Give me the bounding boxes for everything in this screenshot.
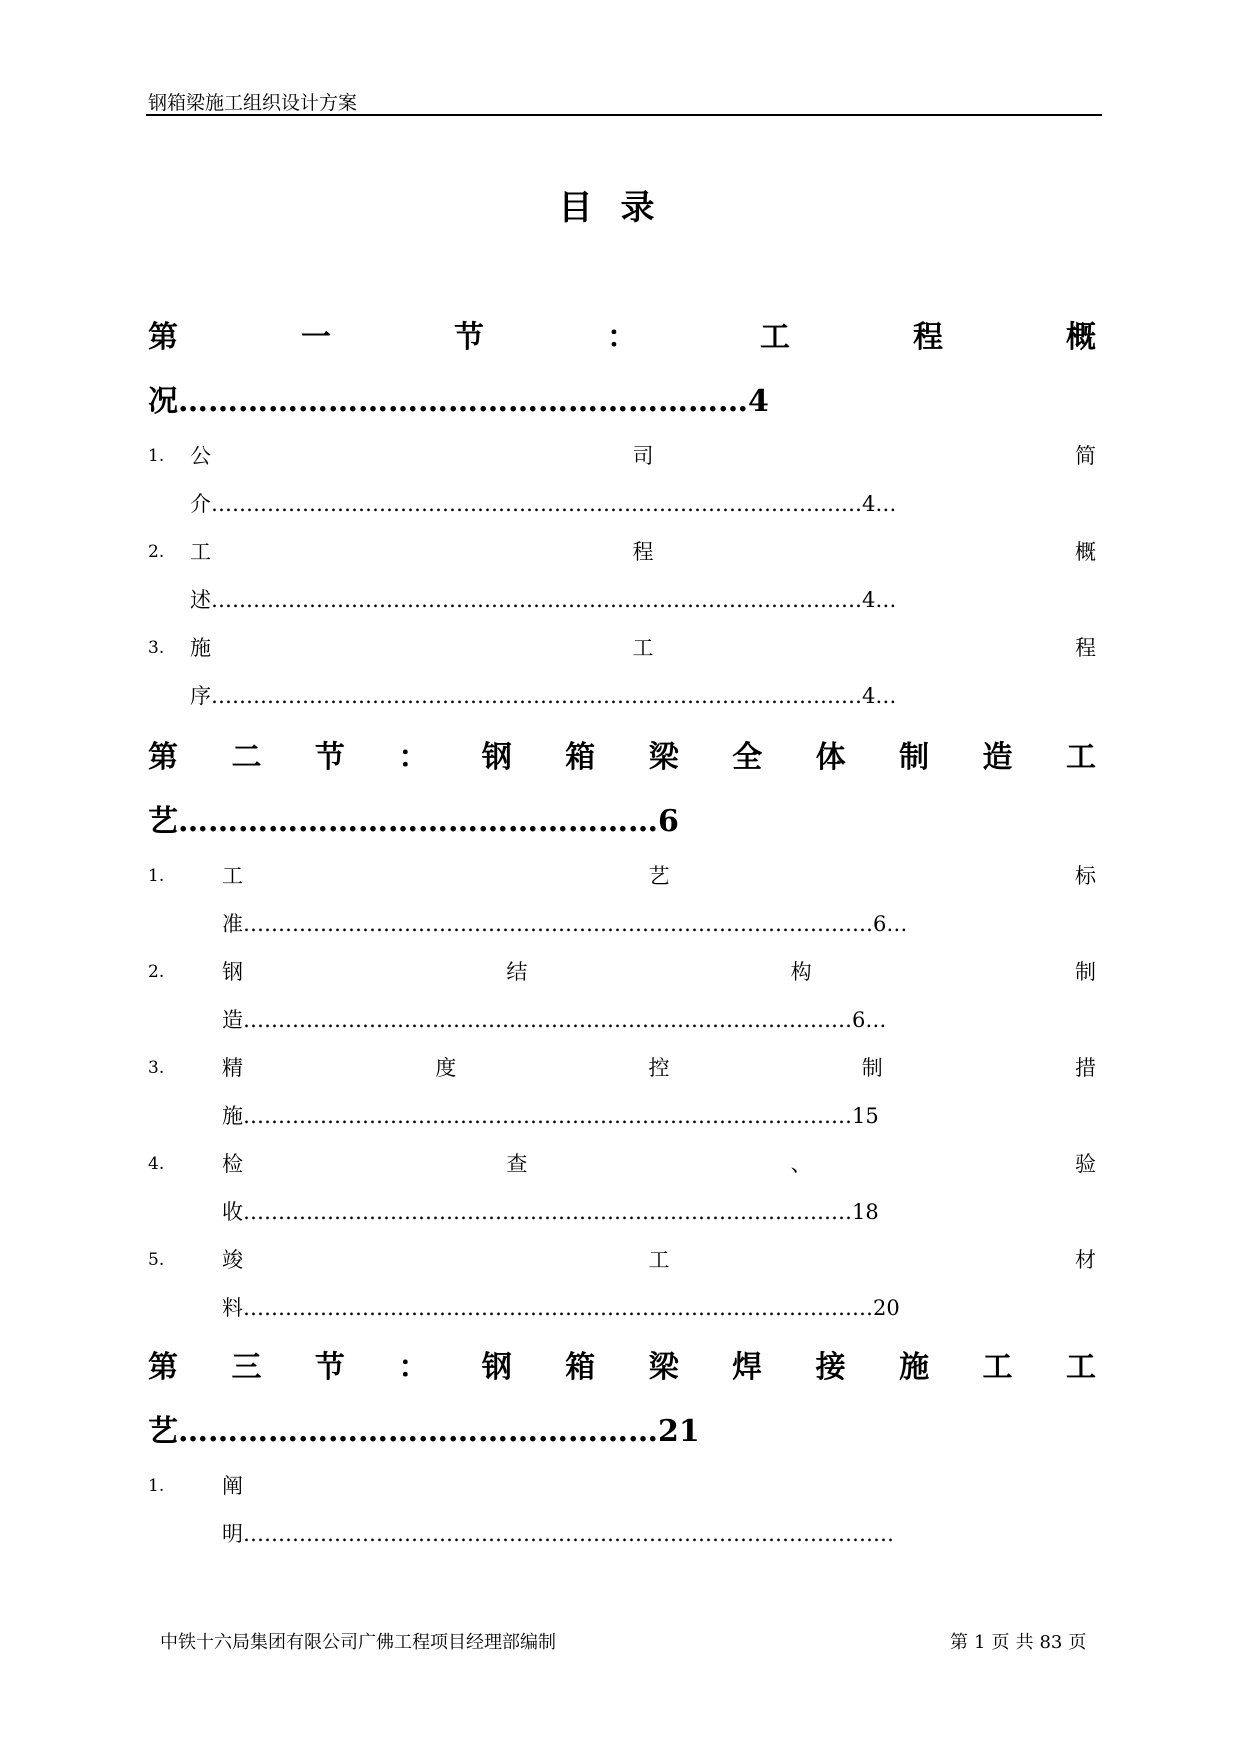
section-char: 梁 bbox=[648, 1350, 679, 1385]
footer-ye2: 页 bbox=[1068, 1632, 1087, 1653]
item-char: 竣 bbox=[222, 1248, 243, 1272]
item-number: 2. bbox=[148, 542, 165, 562]
section-char: 第 bbox=[148, 1350, 178, 1385]
toc-item-2-4[interactable] bbox=[222, 1148, 1096, 1178]
leader-dots: …………………………………………………………………………… bbox=[243, 1200, 852, 1224]
section-char: 接 bbox=[815, 1350, 846, 1385]
section-char: 工 bbox=[1065, 1350, 1096, 1385]
footer-page-info bbox=[950, 1628, 1092, 1654]
section-char: 全 bbox=[732, 740, 763, 775]
section-char: ： bbox=[607, 320, 637, 355]
leader-dots: … bbox=[875, 492, 897, 516]
leader-dots: … bbox=[875, 588, 897, 612]
leader-dots: ………………………………………… bbox=[178, 804, 658, 839]
footer-company: 中铁十六局集团有限公司广佛工程项目经理部编制 bbox=[160, 1632, 556, 1653]
section-char: ： bbox=[398, 740, 429, 775]
page-header: 钢箱梁施工组织设计方案 bbox=[148, 92, 358, 114]
toc-item-2-4-leader[interactable] bbox=[222, 1196, 1072, 1226]
toc-section-3-leader[interactable] bbox=[148, 1406, 700, 1450]
item-char: 艺 bbox=[648, 864, 670, 888]
section-char: 一 bbox=[301, 320, 331, 355]
section-char: 施 bbox=[899, 1350, 930, 1385]
toc-item-3-1-leader[interactable] bbox=[222, 1518, 1134, 1548]
item-tail: 料 bbox=[222, 1296, 243, 1320]
section-char: 节 bbox=[314, 740, 345, 775]
item-char: 、 bbox=[790, 1152, 812, 1176]
section-page: 4 bbox=[748, 384, 769, 419]
item-tail: 施 bbox=[222, 1104, 243, 1128]
toc-title: 目录 bbox=[558, 188, 683, 228]
item-char: 验 bbox=[1074, 1152, 1096, 1176]
item-tail: 介 bbox=[190, 492, 211, 516]
toc-item-2-2[interactable] bbox=[222, 956, 1096, 986]
toc-item-2-3[interactable] bbox=[222, 1052, 1096, 1082]
toc-section-1-leader[interactable] bbox=[148, 376, 769, 420]
item-char: 司 bbox=[632, 444, 654, 468]
item-char: 工 bbox=[190, 540, 211, 564]
toc-section-2-leader[interactable] bbox=[148, 796, 679, 840]
footer-di: 第 bbox=[950, 1632, 968, 1653]
toc-item-1-1-leader[interactable] bbox=[190, 488, 1090, 518]
section-char: 焊 bbox=[732, 1350, 763, 1385]
item-page: 4 bbox=[862, 588, 876, 612]
section-char: 节 bbox=[314, 1350, 345, 1385]
item-page: 4 bbox=[862, 684, 876, 708]
item-char: 控 bbox=[648, 1056, 670, 1080]
section-char: 程 bbox=[913, 320, 943, 355]
section-char: ： bbox=[398, 1350, 429, 1385]
item-char: 材 bbox=[1075, 1248, 1096, 1272]
leader-dots: … bbox=[875, 684, 897, 708]
section-char: 钢 bbox=[481, 740, 512, 775]
toc-item-2-5-leader[interactable] bbox=[222, 1292, 1092, 1322]
item-char: 结 bbox=[506, 960, 528, 984]
item-char: 程 bbox=[632, 540, 654, 564]
section-char: 节 bbox=[454, 320, 484, 355]
leader-dots: ……………………………………………………………………………… bbox=[243, 912, 873, 936]
item-char: 程 bbox=[1075, 636, 1096, 660]
section-tail: 艺 bbox=[148, 804, 178, 839]
toc-item-1-3-leader[interactable] bbox=[190, 680, 1090, 710]
item-tail: 明 bbox=[222, 1522, 243, 1546]
item-char: 施 bbox=[190, 636, 211, 660]
section-char: 制 bbox=[899, 740, 930, 775]
section-char: 钢 bbox=[481, 1350, 512, 1385]
section-char: 体 bbox=[815, 740, 846, 775]
leader-dots: … bbox=[865, 1008, 887, 1032]
item-char: 构 bbox=[790, 960, 812, 984]
item-char: 措 bbox=[1075, 1056, 1096, 1080]
section-char: 工 bbox=[1065, 740, 1096, 775]
item-char: 公 bbox=[190, 444, 211, 468]
item-char: 精 bbox=[222, 1056, 243, 1080]
leader-dots: ……………………………………………………………………………… bbox=[243, 1296, 873, 1320]
item-tail: 收 bbox=[222, 1200, 243, 1224]
toc-item-1-2[interactable] bbox=[190, 536, 1096, 566]
toc-section-1[interactable] bbox=[148, 312, 1096, 356]
section-char: 工 bbox=[982, 1350, 1013, 1385]
item-page: 4 bbox=[862, 492, 876, 516]
section-page: 6 bbox=[658, 804, 679, 839]
section-tail: 艺 bbox=[148, 1414, 178, 1449]
item-char: 阐 bbox=[222, 1474, 243, 1498]
section-char: 箱 bbox=[565, 1350, 596, 1385]
section-char: 梁 bbox=[648, 740, 679, 775]
item-char: 简 bbox=[1075, 444, 1096, 468]
item-char: 查 bbox=[506, 1152, 528, 1176]
item-number: 3. bbox=[148, 638, 165, 658]
section-char: 三 bbox=[231, 1350, 262, 1385]
leader-dots: …………………………………………………………………………… bbox=[243, 1008, 852, 1032]
section-char: 第 bbox=[148, 320, 178, 355]
item-number: 1. bbox=[148, 1476, 165, 1496]
toc-item-2-5[interactable] bbox=[222, 1244, 1096, 1274]
item-tail: 造 bbox=[222, 1008, 243, 1032]
section-tail: 况 bbox=[148, 384, 178, 419]
item-number: 1. bbox=[148, 866, 165, 886]
footer-page-number: 1 bbox=[974, 1632, 986, 1653]
leader-dots: ………………………………………………… bbox=[178, 384, 748, 419]
item-number: 4. bbox=[148, 1154, 165, 1174]
leader-dots: ………………………………………………………………………………… bbox=[211, 588, 862, 612]
item-page: 20 bbox=[873, 1296, 900, 1320]
footer-ye: 页 bbox=[991, 1632, 1010, 1653]
toc-item-3-1[interactable] bbox=[222, 1470, 1096, 1500]
leader-dots: …………………………………………………………………………… bbox=[243, 1104, 852, 1128]
toc-item-1-2-leader[interactable] bbox=[190, 584, 1090, 614]
toc-section-2[interactable] bbox=[148, 732, 1096, 776]
item-char: 制 bbox=[1074, 960, 1096, 984]
item-tail: 序 bbox=[190, 684, 211, 708]
item-char: 工 bbox=[632, 636, 654, 660]
item-char: 钢 bbox=[222, 960, 243, 984]
section-char: 二 bbox=[231, 740, 262, 775]
item-number: 3. bbox=[148, 1058, 165, 1078]
item-number: 2. bbox=[148, 962, 165, 982]
item-page: 6 bbox=[873, 912, 887, 936]
item-number: 1. bbox=[148, 446, 165, 466]
toc-item-2-2-leader[interactable] bbox=[222, 1004, 1072, 1034]
item-page: 15 bbox=[852, 1104, 879, 1128]
item-char: 检 bbox=[222, 1152, 243, 1176]
section-char: 第 bbox=[148, 740, 178, 775]
item-char: 标 bbox=[1075, 864, 1096, 888]
toc-item-1-3[interactable] bbox=[190, 632, 1096, 662]
item-tail: 准 bbox=[222, 912, 243, 936]
leader-dots: ………………………………………………………………………………… bbox=[243, 1522, 894, 1546]
section-page: 21 bbox=[658, 1414, 700, 1449]
leader-dots: ………………………………………………………………………………… bbox=[211, 492, 862, 516]
item-char: 工 bbox=[222, 864, 243, 888]
section-char: 概 bbox=[1066, 320, 1096, 355]
item-char: 度 bbox=[435, 1056, 457, 1080]
toc-section-3[interactable] bbox=[148, 1342, 1096, 1386]
section-char: 工 bbox=[760, 320, 790, 355]
footer-total-pages: 83 bbox=[1039, 1632, 1063, 1653]
section-char: 造 bbox=[982, 740, 1013, 775]
leader-dots: ………………………………………………………………………………… bbox=[211, 684, 862, 708]
footer-gong: 共 bbox=[1015, 1632, 1034, 1653]
item-number: 5. bbox=[148, 1250, 165, 1270]
item-char: 制 bbox=[861, 1056, 883, 1080]
item-tail: 述 bbox=[190, 588, 211, 612]
item-page: 18 bbox=[852, 1200, 879, 1224]
item-char: 工 bbox=[648, 1248, 670, 1272]
header-rule bbox=[146, 114, 1102, 116]
leader-dots: ………………………………………… bbox=[178, 1414, 658, 1449]
toc-item-2-1[interactable] bbox=[222, 860, 1096, 890]
toc-item-1-1[interactable] bbox=[190, 440, 1096, 470]
leader-dots: … bbox=[886, 912, 908, 936]
item-char: 概 bbox=[1075, 540, 1096, 564]
toc-item-2-3-leader[interactable] bbox=[222, 1100, 1042, 1130]
toc-item-2-1-leader[interactable] bbox=[222, 908, 1092, 938]
item-page: 6 bbox=[852, 1008, 866, 1032]
section-char: 箱 bbox=[565, 740, 596, 775]
